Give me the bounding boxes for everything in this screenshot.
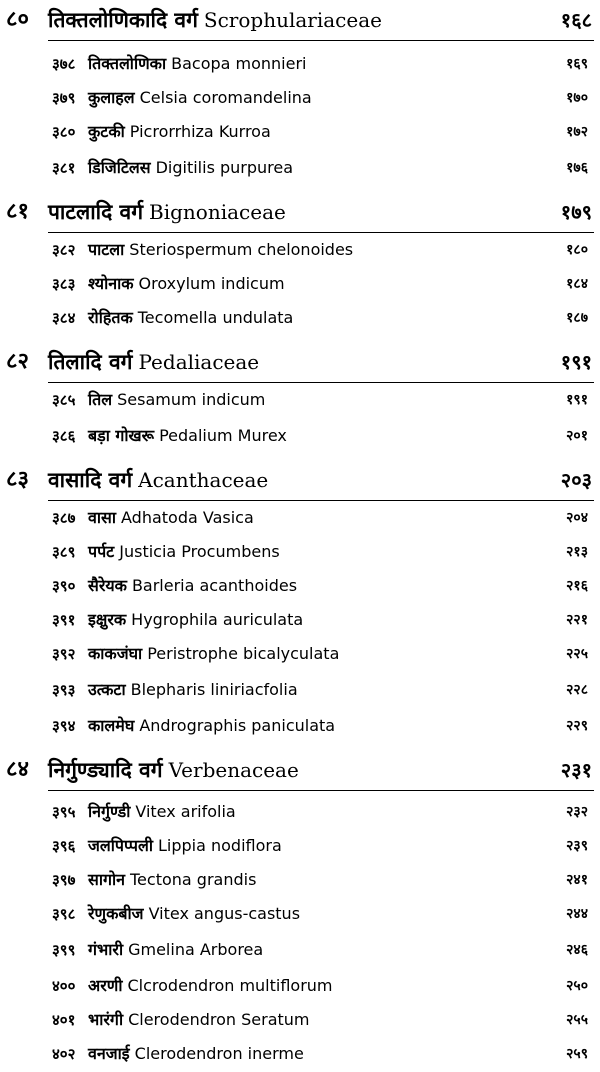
entry-name: गंभारी Gmelina Arborea (88, 940, 264, 959)
section-divider (48, 232, 594, 233)
entry-name: वासा Adhatoda Vasica (88, 508, 254, 527)
entry-botanical-name: Peristrophe bicalyculata (147, 644, 340, 663)
section-title: पाटलादि वर्ग Bignoniaceae (48, 200, 286, 224)
entry-page-number: २५० (566, 978, 588, 994)
entry-name: तिल Sesamum indicum (88, 390, 266, 409)
entry-page-number: २१३ (566, 544, 588, 560)
entry-name: सागोन Tectona grandis (88, 870, 257, 889)
section-number: ८० (6, 7, 29, 32)
entry-botanical-name: Vitex arifolia (135, 802, 236, 821)
entry-name: निर्गुण्डी Vitex arifolia (88, 802, 236, 821)
section-title: तिक्तलोणिकादि वर्ग Scrophulariaceae (48, 8, 382, 32)
entry-botanical-name: Andrographis paniculata (139, 716, 336, 735)
entry-number: ४०१ (52, 1011, 76, 1029)
entry-page-number: १८७ (566, 310, 588, 326)
entry-botanical-name: Celsia coromandelina (139, 88, 312, 107)
section-family: Acanthaceae (138, 468, 269, 492)
entry-name: डिजिटिलस Digitilis purpurea (88, 158, 294, 177)
entry-name: पर्पट Justicia Procumbens (88, 542, 280, 561)
entry-number: ३९८ (52, 905, 76, 923)
entry-botanical-name: Vitex angus-castus (148, 904, 301, 923)
section-family: Bignoniaceae (149, 200, 286, 224)
entry-botanical-name: Barleria acanthoides (131, 576, 298, 595)
entry-botanical-name: Bacopa monnieri (171, 54, 307, 73)
entry-page-number: १८० (566, 242, 588, 258)
entry-number: ३८० (52, 123, 76, 141)
entry-name: श्योनाक Oroxylum indicum (88, 274, 285, 293)
entry-botanical-name: Clcrodendron multiflorum (127, 976, 333, 995)
entry-number: ३९५ (52, 803, 76, 821)
section-page-number: १९१ (560, 350, 592, 374)
section-title: निर्गुण्ड्यादि वर्ग Verbenaceae (48, 758, 299, 782)
entry-number: ३९१ (52, 611, 76, 629)
entry-page-number: २०१ (566, 428, 588, 444)
entry-name: सैरेयक Barleria acanthoides (88, 576, 298, 595)
entry-number: ३९९ (52, 941, 76, 959)
section-number: ८२ (6, 349, 29, 374)
entry-number: ३७९ (52, 89, 76, 107)
entry-number: ३७८ (52, 55, 76, 73)
entry-page-number: २०४ (566, 510, 588, 526)
entry-page-number: १६९ (566, 56, 588, 72)
section-title: वासादि वर्ग Acanthaceae (48, 468, 269, 492)
entry-name: रेणुकबीज Vitex angus-castus (88, 904, 301, 923)
entry-number: ३८३ (52, 275, 76, 293)
entry-page-number: २२१ (566, 612, 588, 628)
entry-number: ४०२ (52, 1045, 76, 1063)
section-divider (48, 500, 594, 501)
entry-name: उत्कटा Blepharis liniriacfolia (88, 680, 298, 699)
entry-number: ३९७ (52, 871, 76, 889)
entry-botanical-name: Clerodendron inerme (134, 1044, 304, 1063)
entry-number: ४०० (52, 977, 76, 995)
entry-botanical-name: Tectona grandis (130, 870, 257, 889)
section-number: ८४ (6, 757, 29, 782)
section-page-number: १७९ (560, 200, 592, 224)
entry-page-number: २२९ (566, 718, 588, 734)
entry-botanical-name: Sesamum indicum (117, 390, 266, 409)
entry-page-number: २५९ (566, 1046, 588, 1062)
section-page-number: २३१ (560, 758, 592, 782)
entry-page-number: १७६ (566, 160, 588, 176)
entry-number: ३८१ (52, 159, 76, 177)
entry-page-number: २५५ (566, 1012, 588, 1028)
entry-name: काकजंघा Peristrophe bicalyculata (88, 644, 340, 663)
section-number: ८१ (6, 199, 29, 224)
entry-botanical-name: Blepharis liniriacfolia (130, 680, 298, 699)
entry-page-number: २२८ (566, 682, 588, 698)
entry-number: ३९२ (52, 645, 76, 663)
entry-botanical-name: Gmelina Arborea (128, 940, 264, 959)
entry-botanical-name: Picrorrhiza Kurroa (129, 122, 271, 141)
entry-botanical-name: Justicia Procumbens (119, 542, 280, 561)
entry-botanical-name: Lippia nodiflora (157, 836, 282, 855)
entry-botanical-name: Clerodendron Seratum (128, 1010, 310, 1029)
entry-name: रोहितक Tecomella undulata (88, 308, 294, 327)
entry-botanical-name: Steriospermum chelonoides (129, 240, 354, 259)
entry-page-number: २४१ (566, 872, 588, 888)
entry-page-number: १७० (566, 90, 588, 106)
section-family: Verbenaceae (168, 758, 299, 782)
entry-page-number: १९१ (566, 392, 588, 408)
section-divider (48, 40, 594, 41)
entry-number: ३९० (52, 577, 76, 595)
entry-number: ३८९ (52, 543, 76, 561)
entry-name: कालमेघ Andrographis paniculata (88, 716, 336, 735)
entry-number: ३८२ (52, 241, 76, 259)
entry-name: तिक्तलोणिका Bacopa monnieri (88, 54, 307, 73)
entry-name: कुटकी Picrorrhiza Kurroa (88, 122, 271, 141)
entry-page-number: २१६ (566, 578, 588, 594)
entry-number: ३९३ (52, 681, 76, 699)
entry-number: ३९६ (52, 837, 76, 855)
entry-page-number: २३२ (566, 804, 588, 820)
entry-number: ३८६ (52, 427, 76, 445)
section-title: तिलादि वर्ग Pedaliaceae (48, 350, 260, 374)
section-family: Pedaliaceae (138, 350, 260, 374)
entry-number: ३८४ (52, 309, 76, 327)
entry-botanical-name: Oroxylum indicum (138, 274, 285, 293)
entry-name: कुलाहल Celsia coromandelina (88, 88, 312, 107)
entry-name: अरणी Clcrodendron multiflorum (88, 976, 333, 995)
entry-page-number: २३९ (566, 838, 588, 854)
section-family: Scrophulariaceae (203, 8, 382, 32)
entry-page-number: १८४ (566, 276, 588, 292)
section-divider (48, 382, 594, 383)
entry-number: ३९४ (52, 717, 76, 735)
section-number: ८३ (6, 467, 29, 492)
entry-name: भारंगी Clerodendron Seratum (88, 1010, 310, 1029)
section-page-number: १६८ (560, 8, 592, 32)
section-page-number: २०३ (560, 468, 592, 492)
entry-botanical-name: Digitilis purpurea (155, 158, 294, 177)
entry-botanical-name: Tecomella undulata (137, 308, 294, 327)
entry-name: बड़ा गोखरू Pedalium Murex (88, 426, 287, 445)
entry-botanical-name: Pedalium Murex (159, 426, 287, 445)
entry-page-number: १७२ (566, 124, 588, 140)
entry-name: इक्षुरक Hygrophila auriculata (88, 610, 304, 629)
entry-number: ३८७ (52, 509, 76, 527)
entry-name: वनजाई Clerodendron inerme (88, 1044, 304, 1063)
entry-page-number: २४६ (566, 942, 588, 958)
entry-botanical-name: Hygrophila auriculata (131, 610, 304, 629)
section-divider (48, 790, 594, 791)
entry-page-number: २४४ (566, 906, 588, 922)
entry-name: पाटला Steriospermum chelonoides (88, 240, 354, 259)
entry-page-number: २२५ (566, 646, 588, 662)
entry-botanical-name: Adhatoda Vasica (121, 508, 254, 527)
entry-number: ३८५ (52, 391, 76, 409)
entry-name: जलपिप्पली Lippia nodiflora (88, 836, 282, 855)
